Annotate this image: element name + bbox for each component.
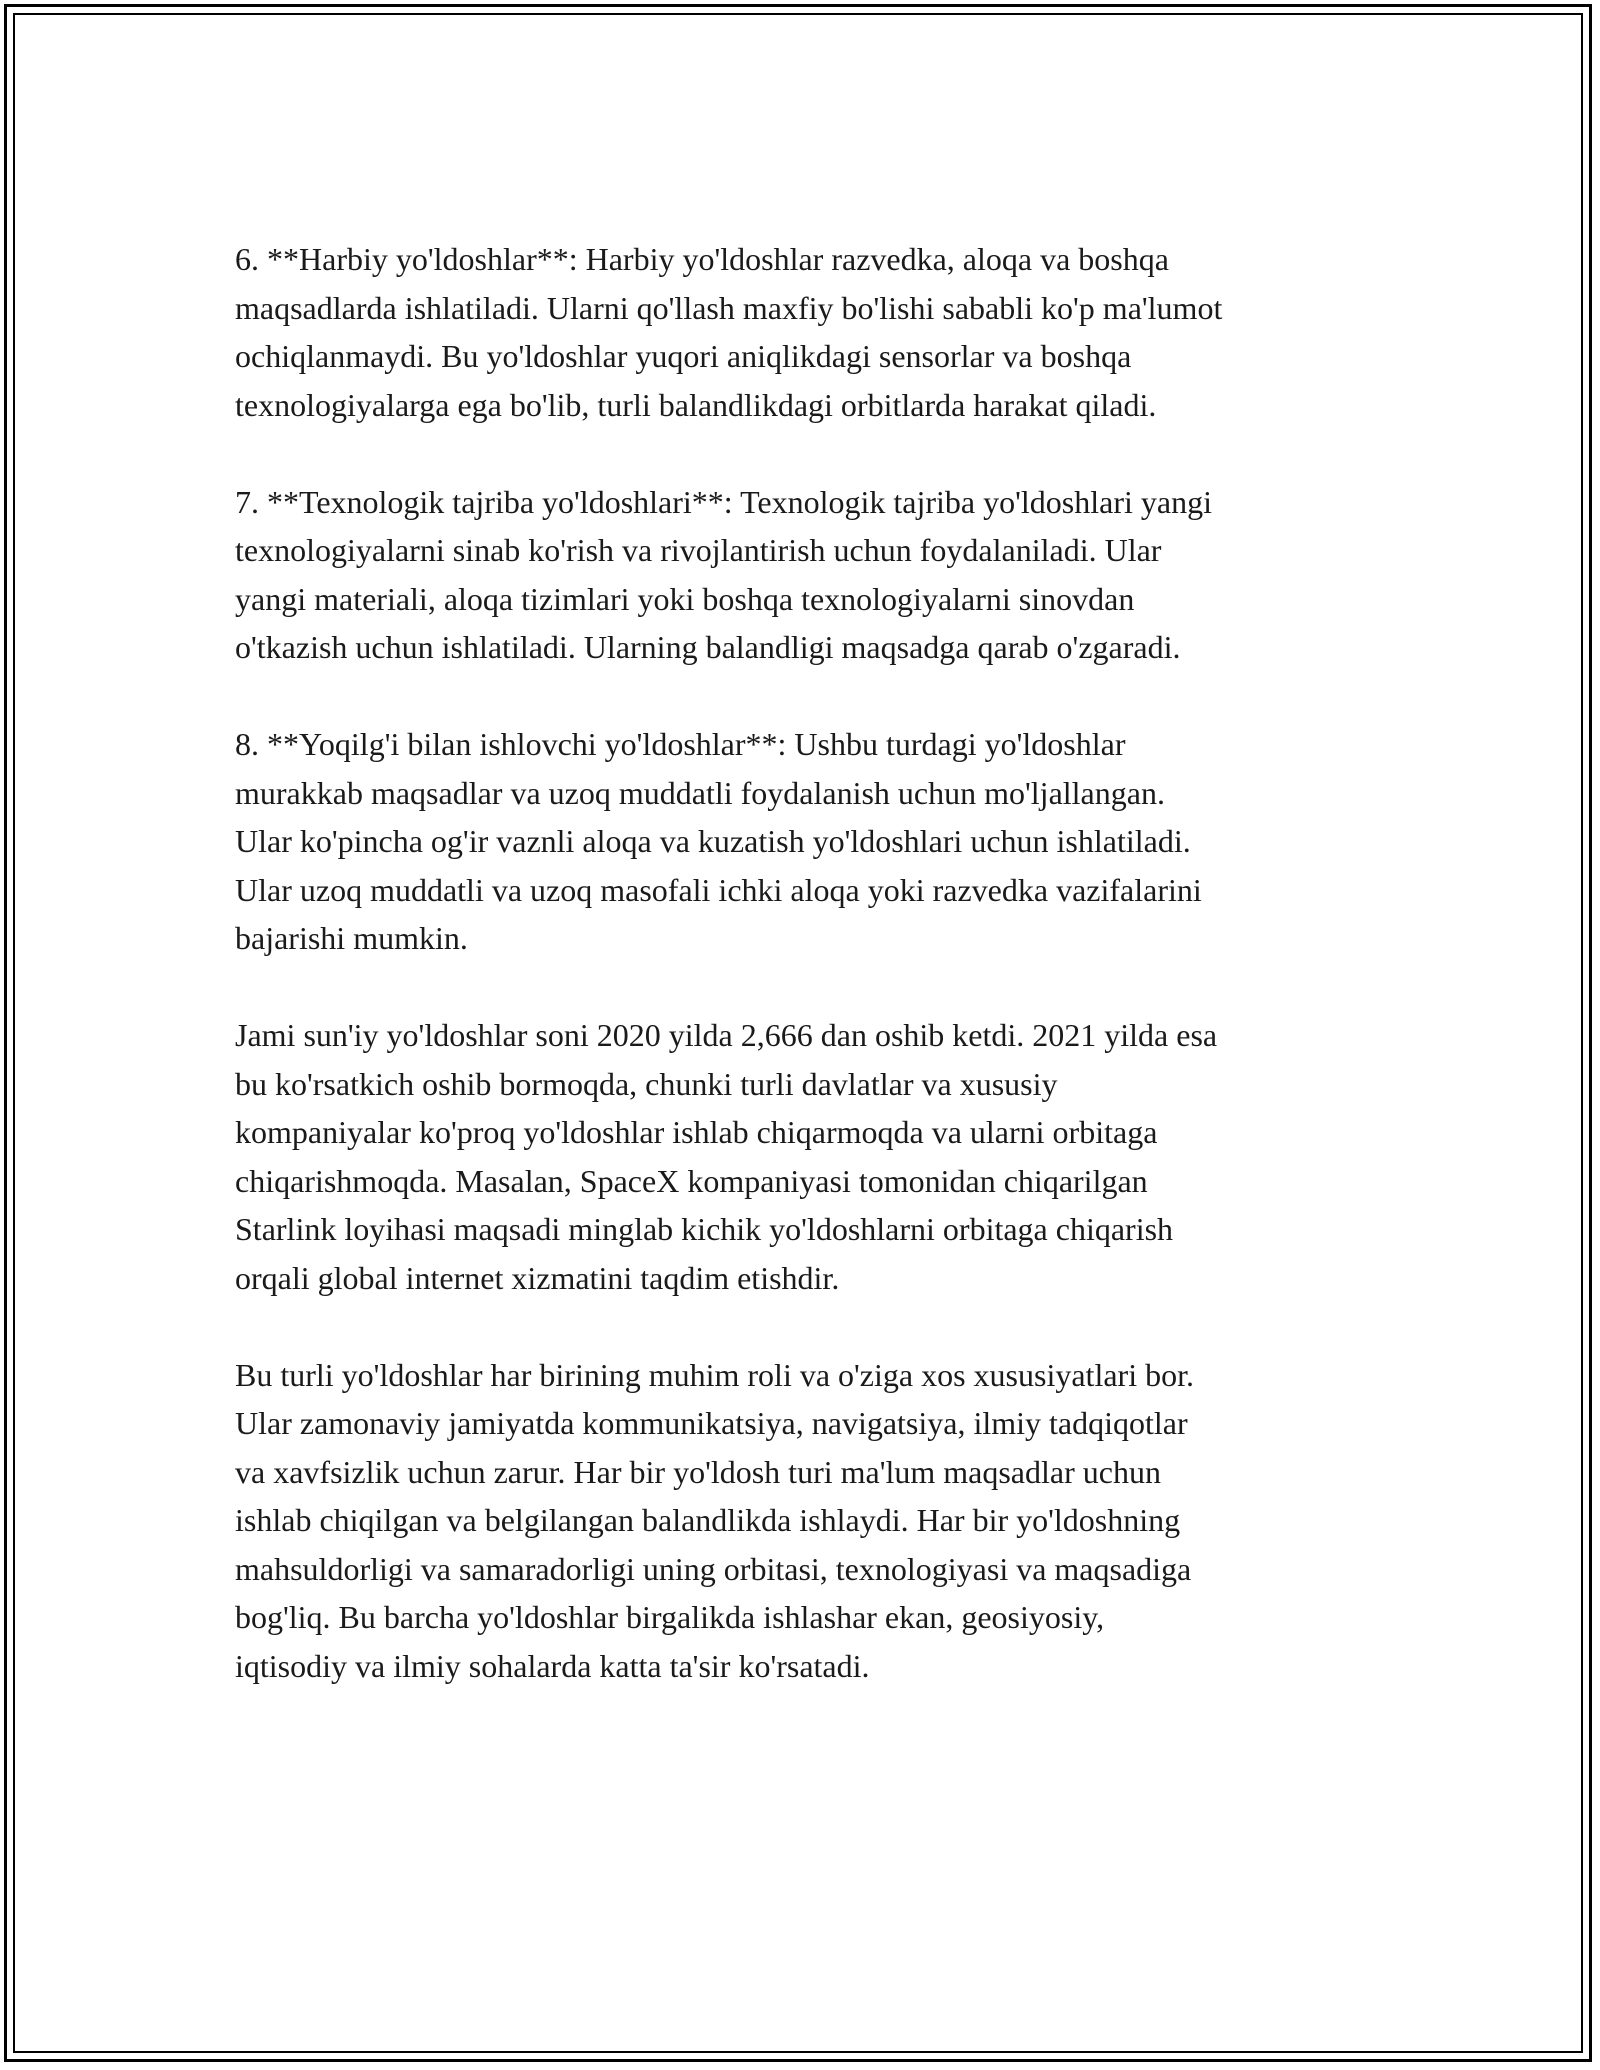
- paragraph-technology-test-satellites: 7. **Texnologik tajriba yo'ldoshlari**: Texnologik tajriba yo'ldoshlari yangi texnologiyalarni sinab ko'rish va rivojlantirish uchun foydalaniladi. Ular yangi materiali, aloqa tizimlari yoki boshqa texnologiyalarni sinovdan o'tkazish uchun ishlatiladi. Ularning balandligi maqsadga qarab o'zgaradi.: [235, 483, 1212, 665]
- paragraph-satellite-count: Jami sun'iy yo'ldoshlar soni 2020 yilda 2,666 dan oshib ketdi. 2021 yilda esa bu ko'rsatkich oshib bormoqda, chunki turli davlatlar va xususiy kompaniyalar ko'proq yo'ldoshlar ishlab chiqarmoqda va ularni orbitaga chiqarishmoqda. Masalan, SpaceX kompaniyasi tomonidan chiqarilgan Starlink loyihasi maqsadi minglab kichik yo'ldoshlarni orbitaga chiqarish orqali global internet xizmatini taqdim etishdir.: [235, 1017, 1218, 1296]
- document-body: [235, 235, 1375, 1690]
- paragraph-fuel-powered-satellites: 8. **Yoqilg'i bilan ishlovchi yo'ldoshlar**: Ushbu turdagi yo'ldoshlar murakkab maqsadlar va uzoq muddatli foydalanish uchun mo'ljallangan. Ular ko'pincha og'ir vaznli aloqa va kuzatish yo'ldoshlari uchun ishlatiladi. Ular uzoq muddatli va uzoq masofali ichki aloqa yoki razvedka vazifalarini bajarishi mumkin.: [235, 726, 1202, 956]
- paragraph-military-satellites: 6. **Harbiy yo'ldoshlar**: Harbiy yo'ldoshlar razvedka, aloqa va boshqa maqsadlarda ishlatiladi. Ularni qo'llash maxfiy bo'lishi sababli ko'p ma'lumot ochiqlanmaydi. Bu yo'ldoshlar yuqori aniqlikdagi sensorlar va boshqa texnologiyalarga ega bo'lib, turli balandlikdagi orbitlarda harakat qiladi.: [235, 241, 1223, 423]
- paragraph-conclusion: Bu turli yo'ldoshlar har birining muhim roli va o'ziga xos xususiyatlari bor. Ular zamonaviy jamiyatda kommunikatsiya, navigatsiya, ilmiy tadqiqotlar va xavfsizlik uchun zarur. Har bir yo'ldosh turi ma'lum maqsadlar uchun ishlab chiqilgan va belgilangan balandlikda ishlaydi. Har bir yo'ldoshning mahsuldorligi va samaradorligi uning orbitasi, texnologiyasi va maqsadiga bog'liq. Bu barcha yo'ldoshlar birgalikda ishlashar ekan, geosiyosiy, iqtisodiy va ilmiy sohalarda katta ta'sir ko'rsatadi.: [235, 1356, 1194, 1684]
